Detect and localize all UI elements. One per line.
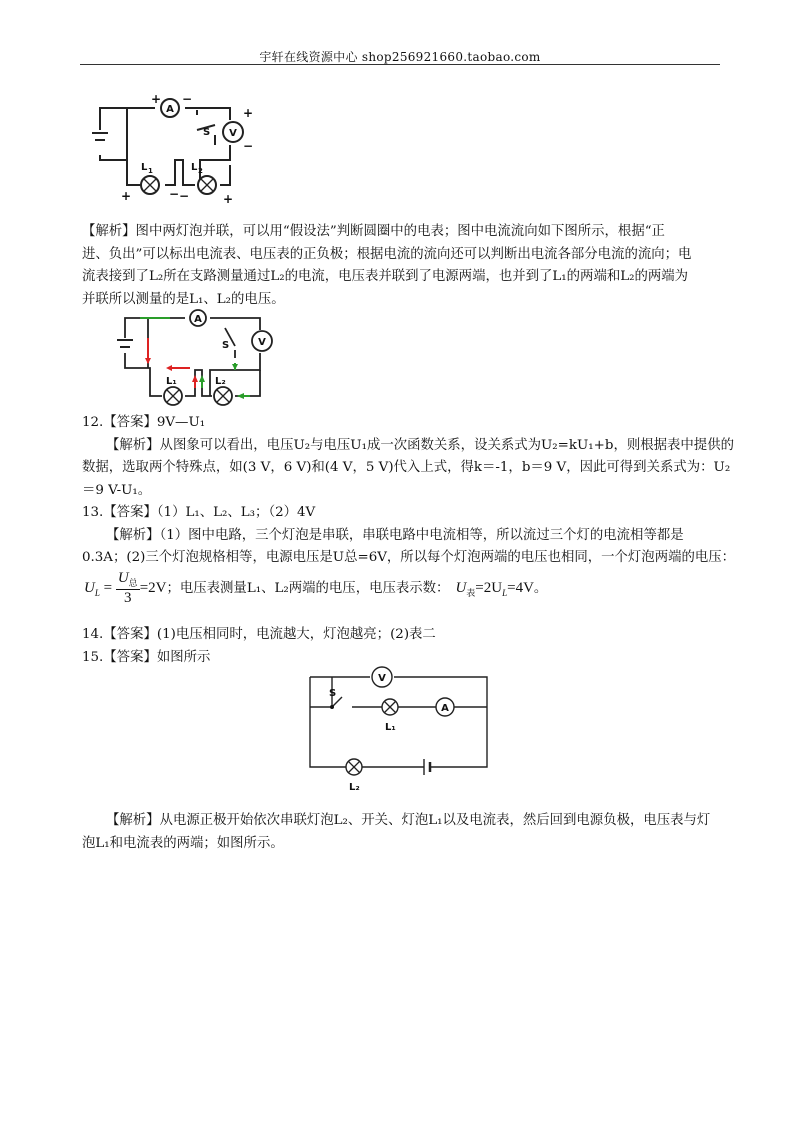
svg-text:V: V (378, 673, 386, 684)
circuit-diagram-2 (110, 308, 290, 408)
analysis-line: 【解析】从电源正极开始依次串联灯泡L₂、开关、灯泡L₁以及电流表，然后回到电源负极，电压表与灯 (106, 813, 711, 828)
lamp-l2 (346, 759, 362, 793)
analysis-line: 【解析】从图象可以看出，电压U₂与电压U₁成一次函数关系，设关系式为U₂=kU₁+b，则根据表中提供的 (106, 437, 734, 453)
svg-text:A: A (166, 104, 174, 115)
battery-symbol (117, 340, 133, 347)
svg-text:V: V (229, 128, 237, 139)
voltmeter (252, 331, 272, 351)
formula-line-13: $U_L$ = $\frac{U_总}{3}$ =2V；电压表测量L₁、L₂两端的电压，电压表示数： $U_表=2U_L=4V$。 (84, 570, 548, 606)
voltmeter (223, 122, 243, 142)
answer-15: 15.【答案】如图所示 (82, 649, 211, 665)
switch-label: S (203, 127, 211, 138)
svg-text:−: − (179, 189, 190, 203)
battery-symbol (92, 133, 108, 140)
lamp-l1 (141, 162, 159, 194)
lamp-l1 (382, 699, 398, 733)
answer-13: 13.【答案】（1）L₁、L₂、L₃；（2）4V (82, 505, 316, 520)
svg-text:L₁: L₁ (385, 722, 396, 733)
question-13 (82, 502, 736, 570)
ammeter (190, 310, 206, 326)
svg-text:V: V (258, 337, 266, 348)
voltmeter (372, 667, 392, 687)
current-arrows (140, 318, 250, 399)
svg-text:+: + (121, 189, 132, 203)
answer-12: 12.【答案】9V—U₁ (82, 415, 206, 430)
analysis-line: 【解析】（1）图中电路，三个灯泡是串联，串联电路中电流相等，所以流过三个灯的电流相等都是 (106, 527, 684, 543)
circuit-diagram-3 (307, 662, 492, 792)
svg-text:A: A (441, 703, 449, 714)
lamp-l2 (191, 162, 216, 194)
fraction: $\frac{U_总}{3}$ (117, 570, 138, 606)
svg-text:L₂: L₂ (349, 782, 360, 793)
svg-text:+: + (223, 192, 234, 206)
circuit-wires (100, 108, 230, 185)
analysis-line: 流表接到了L₂所在支路测量通过L₂的电流，电压表并联到了电源两端，也并到了L₁的两端和L₂的两端为 (82, 269, 689, 284)
switch-label: S (329, 688, 337, 699)
answer-14: 14.【答案】(1)电压相同时，电流越大，灯泡越亮；(2)表二 (82, 627, 436, 642)
header-rule (80, 64, 720, 65)
analysis-line: 【解析】图中两灯泡并联，可以用“假设法”判断圆圈中的电表；图中电流流向如下图所示，根据“正 (82, 224, 665, 239)
analysis-line: 进、负出”可以标出电流表、电压表的正负极；根据电流的流向还可以判断出电流各部分电流的流向；电 (82, 246, 692, 262)
analysis-line: ＝9 V-U₁。 (82, 482, 152, 498)
svg-text:−: − (182, 92, 193, 106)
svg-text:−: − (169, 187, 180, 201)
svg-text:−: − (243, 139, 254, 153)
svg-text:2: 2 (198, 167, 203, 175)
analysis-line: 0.3A；(2)三个灯泡规格相等，电源电压是U总=6V，所以每个灯泡两端的电压也相同，一个灯泡两端的电压： (82, 550, 736, 565)
svg-text:+: + (151, 92, 162, 106)
lamp-l2 (214, 376, 232, 405)
switch-label: S (222, 340, 230, 351)
circuit-diagram-1 (85, 92, 265, 206)
page-header: 宇轩在线资源中心 shop256921660.taobao.com (259, 50, 541, 64)
lamp-l1 (164, 376, 182, 405)
ammeter (161, 99, 179, 117)
svg-text:A: A (194, 314, 202, 325)
analysis-15 (82, 810, 722, 855)
svg-text:1: 1 (148, 167, 153, 175)
analysis-line: 泡L₁和电流表的两端；如图所示。 (82, 835, 284, 851)
ammeter (436, 698, 454, 716)
svg-text:L₂: L₂ (215, 376, 226, 387)
analysis-11 (82, 221, 722, 311)
svg-text:+: + (243, 106, 254, 120)
analysis-line: 数据，选取两个特殊点，如(3 V，6 V)和(4 V，5 V)代入上式，得k＝-1，b＝9 V，因此可得到关系式为：U₂ (82, 460, 731, 475)
svg-text:L: L (191, 162, 198, 173)
svg-text:L₁: L₁ (166, 376, 177, 387)
question-12 (82, 412, 734, 502)
analysis-line: 并联所以测量的是L₁、L₂的电压。 (82, 291, 285, 307)
formula-ul: U (84, 579, 95, 596)
formula-middle-text: ；电压表测量L₁、L₂两端的电压，电压表示数： (166, 580, 450, 596)
svg-text:L: L (141, 162, 148, 173)
